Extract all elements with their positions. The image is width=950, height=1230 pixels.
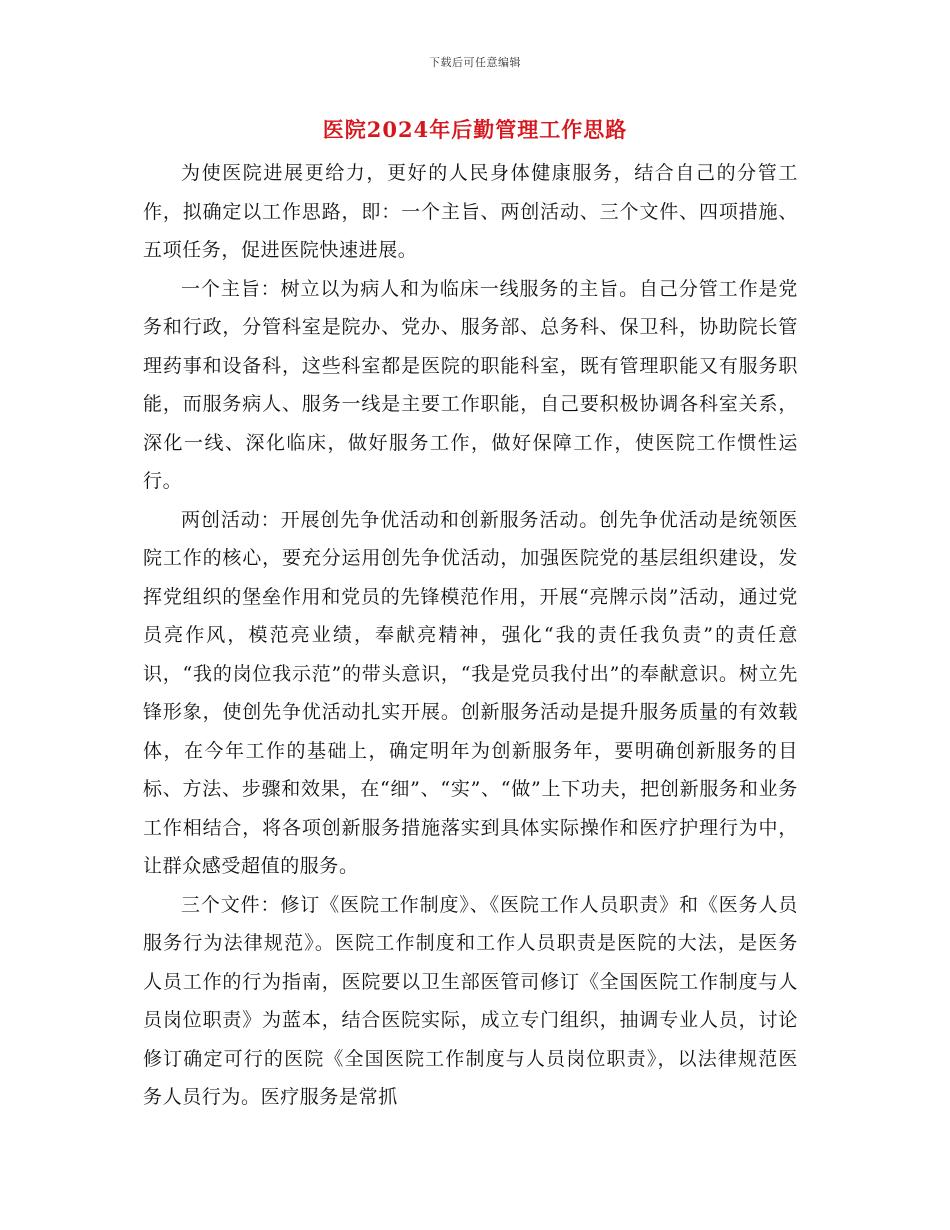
paragraph-intro: 为使医院进展更给力，更好的人民身体健康服务，结合自己的分管工作，拟确定以工作思路，即：一个主旨、两创活动、三个文件、四项措施、五项任务，促进医院快速进展。 <box>143 162 798 261</box>
paragraph-one-purpose: 一个主旨：树立以为病人和为临床一线服务的主旨。自己分管工作是党务和行政，分管科室是院办、党办、服务部、总务科、保卫科，协助院长管理药事和设备科，这些科室都是医院的职能科室，既有管理职能又有服务职能，而服务病人、服务一线是主要工作职能，自己要积极协调各科室关系，深化一线、深化临床，做好服务工作，做好保障工作，使医院工作惯性运行。 <box>143 277 798 492</box>
document-body <box>143 154 798 1117</box>
paragraph-two-activities: 两创活动：开展创先争优活动和创新服务活动。创先争优活动是统领医院工作的核心，要充分运用创先争优活动，加强医院党的基层组织建设，发挥党组织的堡垒作用和党员的先锋模范作用，开展“亮牌示岗”活动，通过党员亮作风，模范亮业绩，奉献亮精神，强化“我的责任我负责”的责任意识，“我的岗位我示范”的带头意识，“我是党员我付出”的奉献意识。树立先锋形象，使创先争优活动扎实开展。创新服务活动是提升服务质量的有效载体，在今年工作的基础上，确定明年为创新服务年，要明确创新服务的目标、方法、步骤和效果，在“细”、“实”、“做”上下功夫，把创新服务和业务工作相结合，将各项创新服务措施落实到具体实际操作和医疗护理行为中，让群众感受超值的服务。 <box>143 508 798 877</box>
paragraph-three-documents: 三个文件：修订《医院工作制度》、《医院工作人员职责》和《医务人员服务行为法律规范》。医院工作制度和工作人员职责是医院的大法，是医务人员工作的行为指南，医院要以卫生部医管司修订《全国医院工作制度与人员岗位职责》为蓝本，结合医院实际，成立专门组织，抽调专业人员，讨论修订确定可行的医院《全国医院工作制度与人员岗位职责》，以法律规范医务人员行为。医疗服务是常抓 <box>143 893 798 1108</box>
document-title: 医院2024年后勤管理工作思路 <box>322 117 628 142</box>
header-note: 下载后可任意编辑 <box>429 56 521 69</box>
